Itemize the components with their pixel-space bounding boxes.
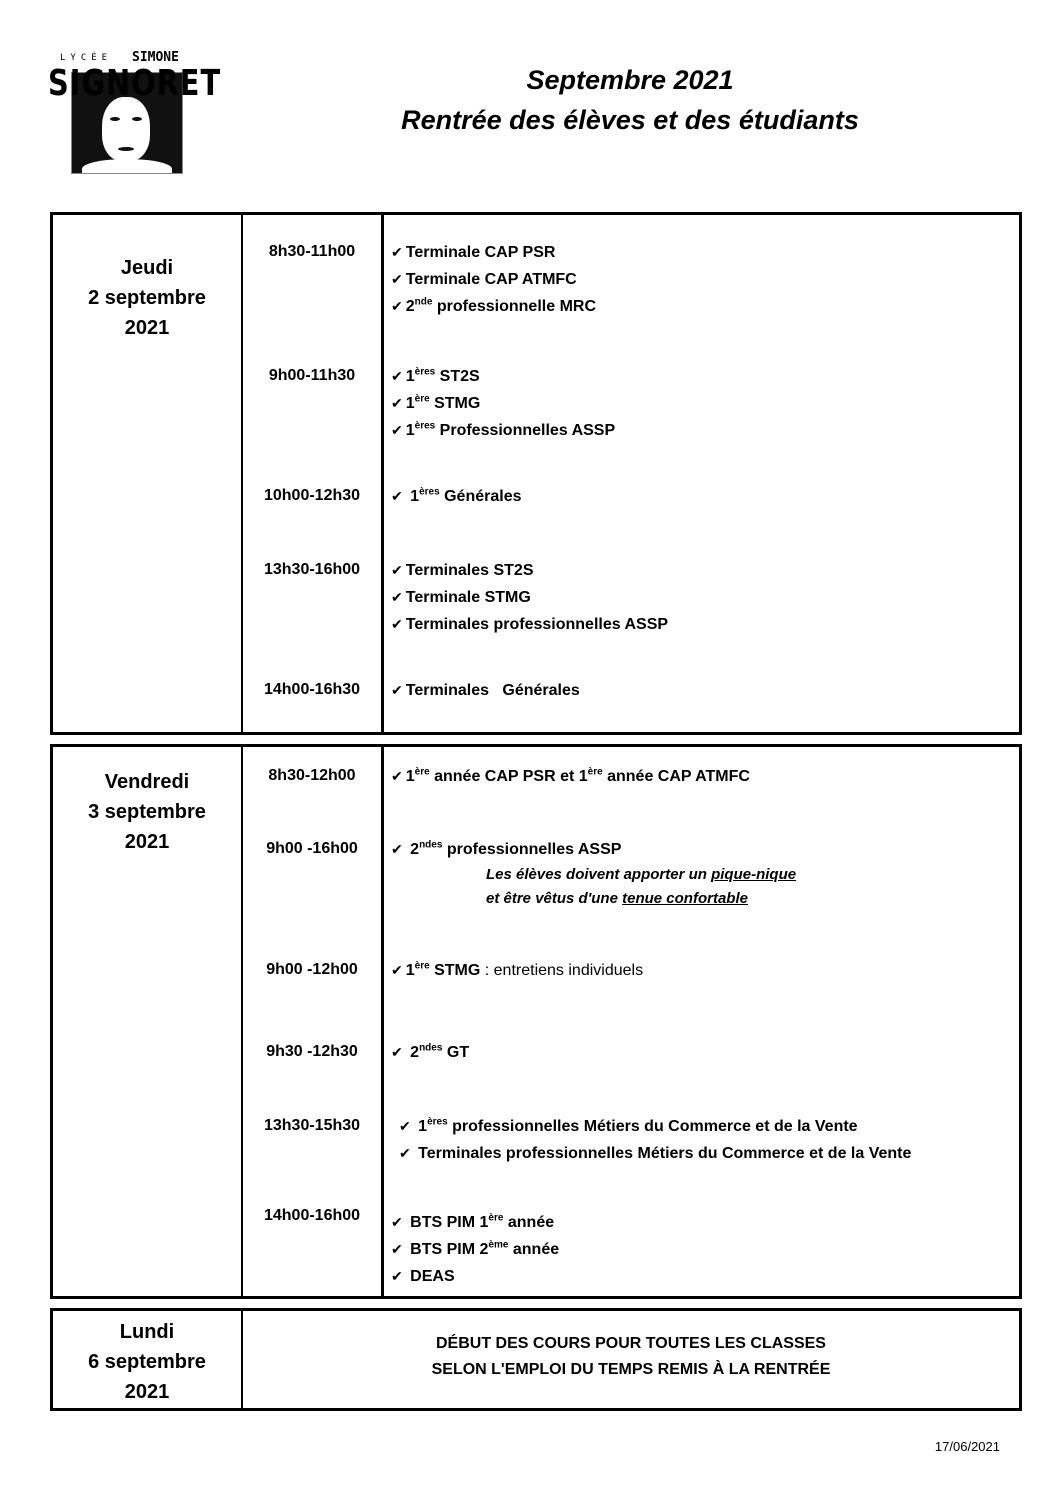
checkmark-icon: ✔ [391, 682, 403, 698]
slot-time: 10h00-12h30 [263, 487, 361, 504]
list-item: ✔ 1ère STMG [391, 393, 481, 412]
slot-time: 8h30-11h00 [268, 243, 356, 260]
day-label [52, 746, 243, 1298]
checkmark-icon: ✔ [391, 1268, 403, 1284]
list-item: ✔ 1ères professionnelles Métiers du Commerce et de la Vente [399, 1116, 858, 1135]
checkmark-icon: ✔ [391, 562, 403, 578]
list-item: ✔ BTS PIM 1ère année [391, 1212, 555, 1231]
list-item: ✔ Terminales professionnelles Métiers du Commerce et de la Vente [399, 1145, 912, 1162]
list-item: ✔ 1ère année CAP PSR et 1ère année CAP ATMFC [391, 766, 750, 785]
list-item: ✔ BTS PIM 2ème année [391, 1239, 560, 1258]
list-item: ✔ DEAS [391, 1268, 455, 1285]
slot-note: Les élèves doivent apporter un pique-nique [486, 866, 797, 883]
slot-items [391, 363, 615, 444]
announcement [242, 1310, 1021, 1410]
logo-lycee-text: LYCÉE [60, 53, 113, 63]
checkmark-icon: ✔ [391, 1214, 403, 1230]
slot-time: 8h30-12h00 [268, 767, 356, 784]
slot-items [391, 957, 643, 984]
logo-simone-text: SIMONE [132, 50, 179, 65]
day-year: 2021 [124, 831, 170, 853]
slot-time: 14h00-16h00 [263, 1207, 361, 1224]
slot-time: 9h00-11h30 [268, 367, 356, 384]
slot-time: 13h30-15h30 [263, 1117, 361, 1134]
checkmark-icon: ✔ [391, 368, 403, 384]
slot-items [391, 1209, 559, 1290]
day-date: 2 septembre [88, 287, 206, 309]
list-item: ✔ 1ères Professionnelles ASSP [391, 420, 616, 439]
day-date: 3 septembre [88, 801, 206, 823]
day-date: 6 septembre [88, 1351, 206, 1373]
day-label [52, 214, 243, 734]
day-table-lundi [50, 1308, 1022, 1411]
checkmark-icon: ✔ [391, 841, 403, 857]
slot-time: 9h30 -12h30 [266, 1043, 358, 1060]
announcement-line-2: SELON L'EMPLOI DU TEMPS REMIS À LA RENTRÉE [431, 1361, 831, 1378]
checkmark-icon: ✔ [399, 1118, 411, 1134]
day-name: Lundi [119, 1321, 175, 1343]
list-item: ✔ 1ère STMG : entretiens individuels [391, 960, 644, 979]
checkmark-icon: ✔ [391, 962, 403, 978]
checkmark-icon: ✔ [391, 298, 403, 314]
list-item: ✔ Terminales Générales [391, 682, 580, 699]
checkmark-icon: ✔ [391, 244, 403, 260]
slot-items [391, 239, 596, 320]
list-item: ✔ Terminale CAP PSR [391, 244, 556, 261]
slot-items [391, 483, 521, 510]
checkmark-icon: ✔ [391, 1044, 403, 1060]
checkmark-icon: ✔ [391, 395, 403, 411]
list-item: ✔ 1ères ST2S [391, 366, 480, 385]
list-item: ✔ 2nde professionnelle MRC [391, 296, 596, 315]
checkmark-icon: ✔ [391, 488, 403, 504]
slot-time: 14h00-16h30 [263, 681, 361, 698]
list-item: ✔ 1ères Générales [391, 486, 522, 505]
slot-items [391, 677, 580, 704]
day-table-jeudi [50, 212, 1022, 735]
checkmark-icon: ✔ [391, 1241, 403, 1257]
checkmark-icon: ✔ [391, 422, 403, 438]
checkmark-icon: ✔ [391, 589, 403, 605]
page-title [300, 60, 960, 140]
day-year: 2021 [124, 317, 170, 339]
list-item: ✔ $2^{ndes}$ GT [391, 1042, 470, 1061]
logo-signoret-text: SIGNORET [48, 62, 222, 104]
day-name: Jeudi [120, 257, 174, 279]
slot-items [391, 1039, 469, 1066]
list-item: ✔ Terminale CAP ATMFC [391, 271, 577, 288]
slot-items [391, 557, 668, 638]
list-item: ✔ $2^{ndes}$ professionnelles ASSP [391, 839, 622, 858]
document-date: 17/06/2021 [934, 1439, 1000, 1454]
announcement-line-1: DÉBUT DES COURS POUR TOUTES LES CLASSES [436, 1335, 826, 1352]
day-year: 2021 [124, 1381, 170, 1403]
slot-time: 13h30-16h00 [263, 561, 361, 578]
list-item: ✔ Terminale STMG [391, 589, 531, 606]
slot-items [399, 1113, 911, 1167]
slot-note: et être vêtus d'une tenue confortable [486, 890, 748, 907]
list-item: ✔ Terminales ST2S [391, 562, 534, 579]
title-line-2: Rentrée des élèves et des étudiants [401, 105, 859, 135]
slot-time: 9h00 -16h00 [266, 840, 358, 857]
checkmark-icon: ✔ [391, 271, 403, 287]
day-label [52, 1310, 243, 1410]
checkmark-icon: ✔ [399, 1145, 411, 1161]
list-item: ✔ Terminales professionnelles ASSP [391, 616, 669, 633]
day-table-vendredi [50, 744, 1022, 1299]
slot-items [391, 836, 796, 911]
checkmark-icon: ✔ [391, 616, 403, 632]
day-name: Vendredi [104, 771, 190, 793]
slot-time: 9h00 -12h00 [266, 961, 358, 978]
title-line-1: Septembre 2021 [526, 65, 734, 95]
school-logo [48, 48, 222, 174]
slot-items [391, 763, 750, 790]
checkmark-icon: ✔ [391, 768, 403, 784]
